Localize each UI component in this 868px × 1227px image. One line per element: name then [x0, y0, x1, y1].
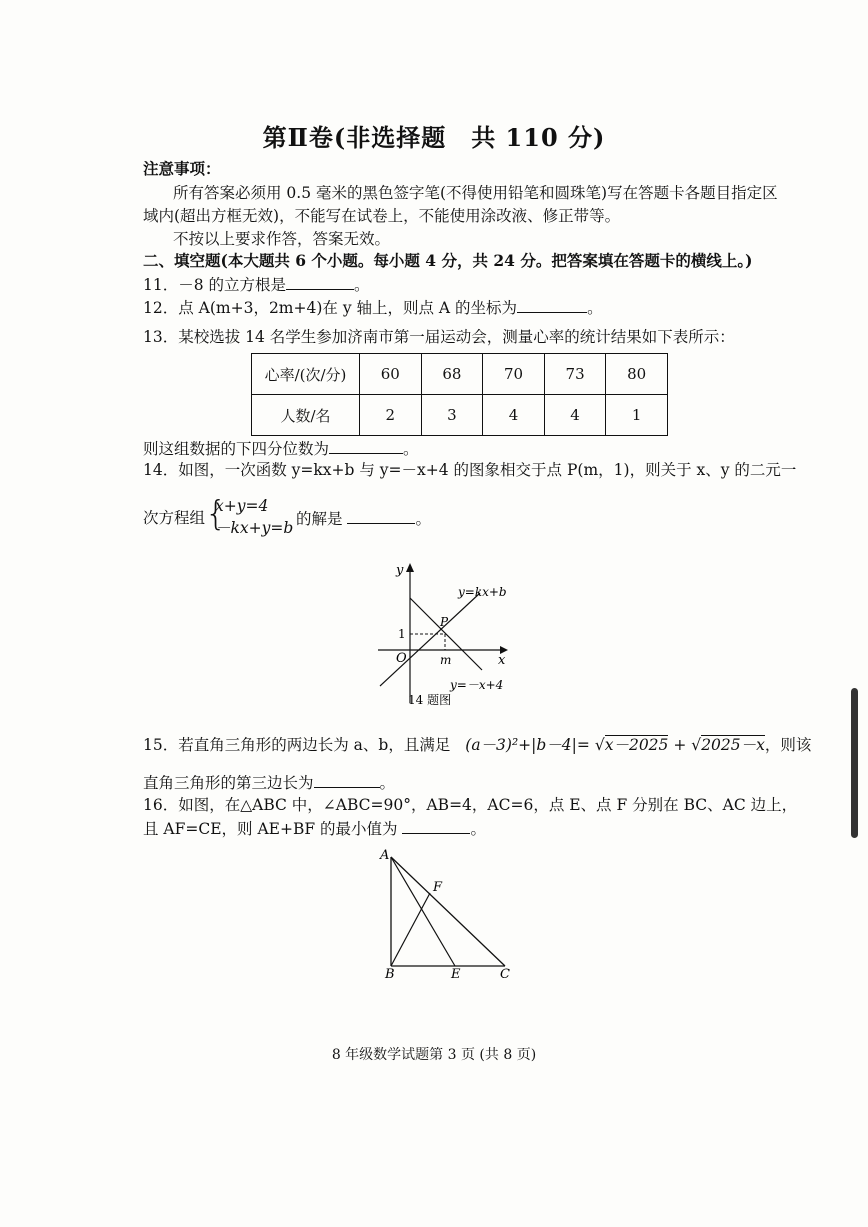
notice-line-3: 不按以上要求作答，答案无效。	[173, 230, 391, 248]
label-line-kx-plus-b: y=kx+b	[458, 585, 507, 599]
heart-rate-table	[251, 353, 668, 436]
label-y: y	[396, 563, 404, 578]
notice-line-1: 所有答案必须用 0.5 毫米的黑色签字笔(不得使用铅笔和圆珠笔)写在答题卡各题目指定区	[173, 184, 778, 202]
q13-question: 则这组数据的下四分位数为 。	[143, 437, 419, 460]
q14-answer-blank	[347, 507, 415, 524]
q15-line-1: 15．若直角三角形的两边长为 a、b，且满足 (a－3)²+|b－4|= √x－2025 + √2025－x，则该	[143, 736, 812, 754]
table-cell: 68	[421, 354, 483, 395]
q16-line-2: 且 AF=CE，则 AE+BF 的最小值为 。	[143, 817, 486, 840]
line-kx-plus-b	[380, 593, 480, 686]
q11-text: 11．－8 的立方根是	[143, 276, 287, 294]
table-header-cell: 心率/(次/分)	[252, 354, 360, 395]
q14-equation-1: x+y=4	[215, 497, 269, 515]
y-axis-arrow-icon	[406, 563, 414, 572]
section-title: 第Ⅱ卷(非选择题 共 110 分)	[262, 123, 606, 152]
label-m: m	[440, 653, 452, 667]
q16-answer-blank	[402, 817, 470, 834]
label-a: A	[380, 848, 390, 863]
table-header-cell: 人数/名	[252, 395, 360, 436]
table-cell: 80	[606, 354, 668, 395]
table-cell: 4	[483, 395, 545, 436]
table-row	[252, 354, 668, 395]
table-row	[252, 395, 668, 436]
segment-ae	[391, 857, 455, 966]
brace-icon: {	[205, 494, 227, 534]
table-cell: 73	[544, 354, 606, 395]
q12-text: 12．点 A(m+3，2m+4)在 y 轴上，则点 A 的坐标为	[143, 299, 518, 317]
q14-system-prefix: 次方程组	[143, 509, 206, 527]
section-heading: 二、填空题(本大题共 6 个小题。每小题 4 分，共 24 分。把答案填在答题卡的横线上。)	[143, 251, 753, 270]
q14-equation-2: －kx+y=b	[215, 519, 294, 537]
question-11: 11．－8 的立方根是 。	[143, 273, 370, 296]
q16-line-1: 16．如图，在△ABC 中，∠ABC=90°，AB=4，AC=6，点 E、点 F 分别在 BC、AC 边上，	[143, 796, 798, 814]
q14-figure	[370, 558, 520, 708]
notice-heading: 注意事项：	[143, 159, 221, 178]
table-cell: 2	[360, 395, 422, 436]
q13-text: 13．某校选拔 14 名学生参加济南市第一届运动会，测量心率的统计结果如下表所示：	[143, 328, 735, 346]
page-footer: 8 年级数学试题第 3 页 (共 8 页)	[331, 1047, 537, 1063]
radical-icon: √	[594, 736, 605, 754]
label-e: E	[451, 967, 461, 982]
q16-figure	[375, 845, 520, 985]
label-x: x	[498, 653, 506, 668]
q11-answer-blank	[286, 273, 354, 290]
scrollbar[interactable]	[851, 688, 858, 838]
q14-text: 14．如图，一次函数 y=kx+b 与 y=－x+4 的图象相交于点 P(m，1)，则关于 x、y 的二元一	[143, 461, 797, 479]
table-cell: 60	[360, 354, 422, 395]
q14-question: 的解是 。	[296, 507, 431, 530]
radical-icon: √	[691, 736, 702, 754]
table-cell: 1	[606, 395, 668, 436]
label-line-neg-x-plus-4: y=－x+4	[450, 678, 504, 692]
label-b: B	[385, 967, 395, 982]
label-p: P	[440, 615, 449, 629]
figure-14-caption: 14 题图	[408, 693, 452, 707]
q13-answer-blank	[329, 437, 403, 454]
label-origin: O	[396, 651, 407, 666]
q15-line-2: 直角三角形的第三边长为 。	[143, 771, 395, 794]
label-c: C	[500, 967, 510, 982]
q12-answer-blank	[517, 296, 587, 313]
label-one: 1	[398, 627, 406, 641]
label-f: F	[433, 880, 443, 895]
side-ac	[391, 857, 505, 966]
segment-bf	[391, 893, 430, 966]
table-cell: 4	[544, 395, 606, 436]
q15-answer-blank	[314, 771, 380, 788]
question-12: 12．点 A(m+3，2m+4)在 y 轴上，则点 A 的坐标为 。	[143, 296, 603, 319]
table-cell: 70	[483, 354, 545, 395]
table-cell: 3	[421, 395, 483, 436]
notice-line-2: 域内(超出方框无效)，不能写在试卷上，不能使用涂改液、修正带等。	[143, 207, 621, 225]
